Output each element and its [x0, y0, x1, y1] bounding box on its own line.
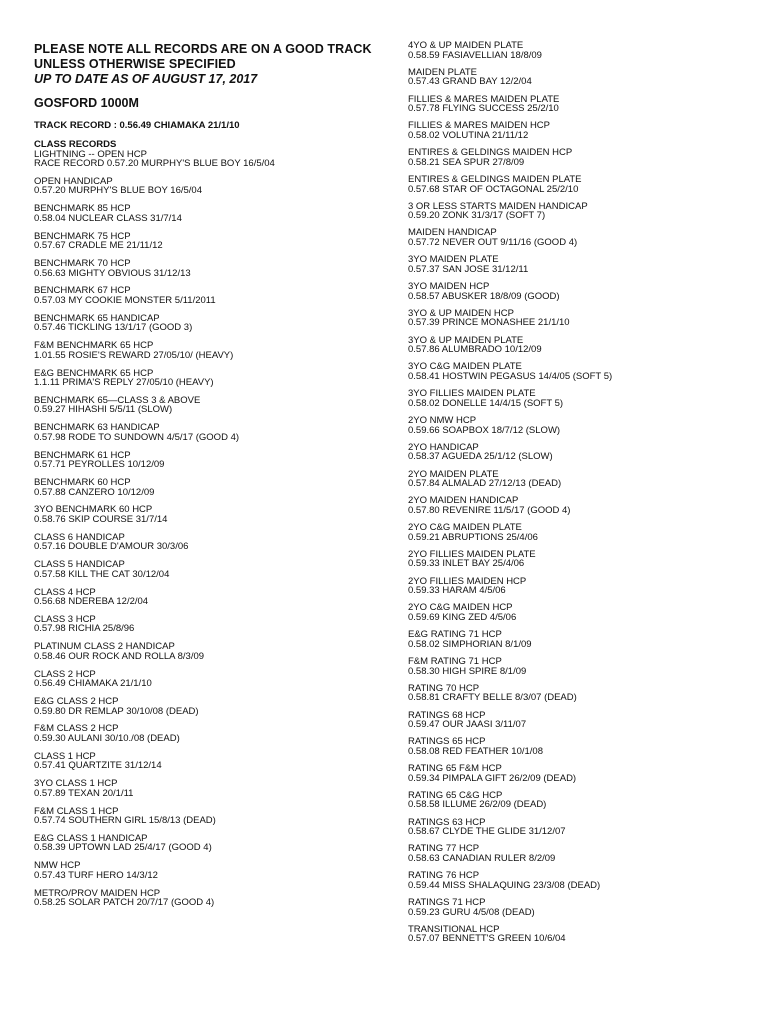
race-class-name: MAIDEN HANDICAP — [408, 227, 497, 239]
record-entry — [34, 478, 389, 497]
race-class-name: 2YO C&G MAIDEN PLATE — [408, 522, 522, 534]
record-time: 0.59.20 ZONK 31/3/17 (SOFT 7) — [408, 210, 546, 222]
record-time: 0.59.21 ABRUPTIONS 25/4/06 — [408, 531, 538, 543]
record-entry — [34, 697, 389, 716]
record-time: 0.58.37 AGUEDA 25/1/12 (SLOW) — [408, 451, 553, 463]
race-class-name: BENCHMARK 65—CLASS 3 & ABOVE — [34, 394, 201, 406]
record-time: 0.58.58 ILLUME 26/2/09 (DEAD) — [408, 799, 547, 811]
record-entry — [408, 764, 758, 783]
record-time: 0.59.69 KING ZED 4/5/06 — [408, 612, 517, 623]
record-entry — [408, 416, 758, 435]
record-entry — [408, 898, 758, 917]
record-entry — [34, 341, 389, 360]
race-class-name: BENCHMARK 60 HCP — [34, 477, 131, 488]
record-time: 0.56.63 MIGHTY OBVIOUS 31/12/13 — [34, 267, 191, 279]
record-time: 0.57.72 NEVER OUT 9/11/16 (GOOD 4) — [408, 237, 578, 249]
record-entry — [408, 871, 758, 890]
left-column — [34, 42, 389, 916]
race-class-name: NMW HCP — [34, 860, 81, 872]
record-time: 0.59.66 SOAPBOX 18/7/12 (SLOW) — [408, 424, 561, 436]
record-entry — [34, 807, 389, 826]
race-class-name: F&M CLASS 1 HCP — [34, 805, 119, 817]
record-entry — [34, 505, 389, 524]
record-entry — [408, 791, 758, 810]
race-class-name: CLASS 4 HCP — [34, 586, 96, 598]
record-time: 0.57.74 SOUTHERN GIRL 15/8/13 (DEAD) — [34, 815, 216, 827]
record-time: 0.58.41 HOSTWIN PEGASUS 14/4/05 (SOFT 5) — [408, 370, 613, 382]
race-class-name: E&G RATING 71 HCP — [408, 629, 502, 641]
record-entry — [408, 577, 758, 596]
right-record-list — [408, 41, 758, 944]
record-time: 0.57.78 FLYING SUCCESS 25/2/10 — [408, 103, 559, 115]
record-time: 0.58.08 RED FEATHER 10/1/08 — [408, 745, 543, 757]
race-class-name: 3YO FILLIES MAIDEN PLATE — [408, 388, 536, 400]
track-record: TRACK RECORD : 0.56.49 CHIAMAKA 21/1/10 — [34, 120, 240, 131]
record-entry — [34, 615, 389, 634]
record-time: 0.57.43 TURF HERO 14/3/12 — [34, 869, 158, 881]
record-entry — [34, 286, 389, 305]
race-class-name: BENCHMARK 63 HANDICAP — [34, 422, 160, 434]
record-entry — [408, 41, 758, 60]
race-class-name: 3YO & UP MAIDEN PLATE — [408, 334, 524, 346]
record-entry — [408, 496, 758, 515]
race-class-name: 2YO C&G MAIDEN HCP — [408, 602, 513, 614]
race-class-name: LIGHTNING -- OPEN HCP — [34, 148, 147, 160]
record-time: 0.58.76 SKIP COURSE 31/7/14 — [34, 513, 168, 525]
record-time: 0.58.04 NUCLEAR CLASS 31/7/14 — [34, 212, 182, 224]
race-class-name: ENTIRES & GELDINGS MAIDEN HCP — [408, 147, 573, 159]
race-class-name: 2YO HANDICAP — [408, 441, 479, 453]
record-entry — [408, 737, 758, 756]
record-time: 0.57.20 MURPHY'S BLUE BOY 16/5/04 — [34, 185, 202, 197]
race-class-name: F&M RATING 71 HCP — [408, 655, 502, 667]
race-class-name: CLASS 3 HCP — [34, 613, 96, 625]
record-time: 0.57.68 STAR OF OCTAGONAL 25/2/10 — [408, 183, 579, 195]
record-entry — [34, 259, 389, 278]
right-column — [408, 41, 758, 952]
update-date: UP TO DATE AS OF AUGUST 17, 2017 — [34, 72, 258, 86]
record-time: 0.57.86 ALUMBRADO 10/12/09 — [408, 344, 542, 356]
notice-title-line-1: PLEASE NOTE ALL RECORDS ARE ON A GOOD TRACK — [34, 42, 372, 56]
record-entry — [34, 834, 389, 853]
record-entry — [408, 362, 758, 381]
race-class-name: F&M CLASS 2 HCP — [34, 723, 119, 735]
class-records-heading: CLASS RECORDS — [34, 139, 117, 150]
record-time: 0.58.59 FASIAVELLIAN 18/8/09 — [408, 49, 542, 61]
race-class-name: 4YO & UP MAIDEN PLATE — [408, 40, 524, 51]
race-class-name: BENCHMARK 65 HANDICAP — [34, 312, 160, 324]
race-class-name: 2YO MAIDEN PLATE — [408, 468, 499, 480]
record-entry — [34, 150, 389, 169]
record-time: 0.57.37 SAN JOSE 31/12/11 — [408, 263, 529, 275]
race-class-name: 3YO & UP MAIDEN HCP — [408, 307, 514, 319]
record-entry — [34, 314, 389, 333]
record-time: 0.58.02 VOLUTINA 21/11/12 — [408, 129, 529, 141]
record-time: 0.57.71 PEYROLLES 10/12/09 — [34, 459, 165, 471]
record-time: 0.59.23 GURU 4/5/08 (DEAD) — [408, 906, 535, 918]
record-time: 0.59.33 INLET BAY 25/4/06 — [408, 558, 525, 570]
race-class-name: 3 OR LESS STARTS MAIDEN HANDICAP — [408, 200, 588, 212]
record-time: 0.57.41 QUARTZITE 31/12/14 — [34, 760, 162, 772]
record-time: 0.57.98 RODE TO SUNDOWN 4/5/17 (GOOD 4) — [34, 431, 240, 443]
race-class-name: RATINGS 65 HCP — [408, 736, 486, 748]
record-time: 1.01.55 ROSIE'S REWARD 27/05/10/ (HEAVY) — [34, 349, 234, 361]
record-time: 0.57.67 CRADLE ME 21/11/12 — [34, 240, 163, 252]
race-class-name: TRANSITIONAL HCP — [408, 923, 500, 935]
record-time: 0.58.21 SEA SPUR 27/8/09 — [408, 156, 525, 168]
record-entry — [408, 603, 758, 622]
record-entry — [34, 423, 389, 442]
race-class-name: METRO/PROV MAIDEN HCP — [34, 887, 161, 899]
race-class-name: F&M BENCHMARK 65 HCP — [34, 340, 154, 352]
record-time: 0.57.16 DOUBLE D'AMOUR 30/3/06 — [34, 541, 189, 553]
record-time: 0.58.02 SIMPHORIAN 8/1/09 — [408, 638, 532, 650]
race-class-name: BENCHMARK 75 HCP — [34, 230, 131, 242]
race-class-name: CLASS 6 HANDICAP — [34, 531, 125, 543]
record-time: 0.58.39 UPTOWN LAD 25/4/17 (GOOD 4) — [34, 842, 212, 854]
record-entry — [408, 121, 758, 140]
notice-title-line-2: UNLESS OTHERWISE SPECIFIED — [34, 57, 236, 71]
race-class-name: BENCHMARK 85 HCP — [34, 203, 131, 215]
record-entry — [408, 630, 758, 649]
race-class-name: CLASS 1 HCP — [34, 750, 96, 762]
record-entry — [34, 451, 389, 470]
race-class-name: CLASS 2 HCP — [34, 668, 96, 680]
record-time: 0.58.63 CANADIAN RULER 8/2/09 — [408, 853, 556, 865]
record-time: 0.58.46 OUR ROCK AND ROLLA 8/3/09 — [34, 650, 205, 662]
record-time: 0.58.25 SOLAR PATCH 20/7/17 (GOOD 4) — [34, 897, 215, 909]
race-class-name: 3YO BENCHMARK 60 HCP — [34, 504, 153, 516]
race-class-name: 3YO MAIDEN HCP — [408, 281, 490, 293]
race-class-name: RATINGS 63 HCP — [408, 816, 486, 828]
record-entry — [408, 470, 758, 489]
record-entry — [34, 177, 389, 196]
race-class-name: RATINGS 71 HCP — [408, 897, 486, 908]
race-class-name: MAIDEN PLATE — [408, 66, 477, 78]
race-class-name: RATING 70 HCP — [408, 682, 480, 694]
record-time: 0.59.30 AULANI 30/10./08 (DEAD) — [34, 732, 180, 744]
record-time: 0.59.27 HIHASHI 5/5/11 (SLOW) — [34, 404, 173, 416]
race-class-name: RATING 77 HCP — [408, 843, 480, 855]
race-class-name: RATINGS 68 HCP — [408, 709, 486, 721]
record-entry — [34, 396, 389, 415]
record-time: 0.58.67 CLYDE THE GLIDE 31/12/07 — [408, 826, 566, 838]
record-entry — [34, 752, 389, 771]
record-time: 0.58.57 ABUSKER 18/8/09 (GOOD) — [408, 290, 560, 302]
record-entry — [34, 588, 389, 607]
record-time: 0.58.81 CRAFTY BELLE 8/3/07 (DEAD) — [408, 692, 577, 704]
record-entry — [34, 670, 389, 689]
race-class-name: BENCHMARK 70 HCP — [34, 258, 131, 269]
race-class-name: FILLIES & MARES MAIDEN HCP — [408, 120, 551, 132]
race-class-name: OPEN HANDICAP — [34, 175, 113, 187]
race-class-name: BENCHMARK 61 HCP — [34, 449, 131, 461]
record-time: 0.57.84 ALMALAD 27/12/13 (DEAD) — [408, 478, 562, 490]
record-time: 0.57.89 TEXAN 20/1/11 — [34, 787, 134, 799]
race-class-name: RATING 76 HCP — [408, 870, 480, 882]
record-time: 0.56.68 NDEREBA 12/2/04 — [34, 596, 149, 608]
record-entry — [408, 684, 758, 703]
race-class-name: PLATINUM CLASS 2 HANDICAP — [34, 641, 175, 653]
record-time: 1.1.11 PRIMA'S REPLY 27/05/10 (HEAVY) — [34, 377, 214, 389]
race-class-name: E&G CLASS 2 HCP — [34, 696, 119, 707]
race-class-name: RATING 65 C&G HCP — [408, 789, 503, 801]
record-entry — [34, 369, 389, 388]
record-entry — [34, 560, 389, 579]
record-time: 0.58.30 HIGH SPIRE 8/1/09 — [408, 665, 527, 677]
race-class-name: 3YO C&G MAIDEN PLATE — [408, 361, 522, 373]
record-time: 0.59.33 HARAM 4/5/06 — [408, 585, 506, 597]
record-time: 0.57.43 GRAND BAY 12/2/04 — [408, 76, 532, 88]
record-entry — [34, 724, 389, 743]
record-entry — [408, 202, 758, 221]
record-entry — [408, 523, 758, 542]
record-entry — [34, 889, 389, 908]
record-entry — [34, 861, 389, 880]
record-time: 0.57.58 KILL THE CAT 30/12/04 — [34, 568, 170, 580]
venue-title: GOSFORD 1000M — [34, 96, 139, 110]
record-time: 0.57.46 TICKLING 13/1/17 (GOOD 3) — [34, 322, 193, 334]
record-entry — [408, 443, 758, 462]
record-time: 0.58.02 DONELLE 14/4/15 (SOFT 5) — [408, 397, 564, 409]
record-time: 0.59.80 DR REMLAP 30/10/08 (DEAD) — [34, 705, 199, 717]
race-class-name: RATING 65 F&M HCP — [408, 763, 502, 775]
record-time: 0.57.80 REVENIRE 11/5/17 (GOOD 4) — [408, 504, 571, 516]
record-entry — [408, 389, 758, 408]
record-entry — [408, 255, 758, 274]
record-entry — [34, 232, 389, 251]
race-class-name: E&G BENCHMARK 65 HCP — [34, 367, 154, 379]
record-entry — [408, 282, 758, 301]
record-entry — [34, 204, 389, 223]
record-entry — [34, 779, 389, 798]
record-entry — [408, 309, 758, 328]
record-time: 0.57.98 RICHIA 25/8/96 — [34, 623, 135, 635]
record-entry — [408, 657, 758, 676]
record-entry — [408, 818, 758, 837]
race-class-name: 3YO CLASS 1 HCP — [34, 778, 118, 790]
race-class-name: ENTIRES & GELDINGS MAIDEN PLATE — [408, 173, 582, 185]
record-time: 0.57.07 BENNETT'S GREEN 10/6/04 — [408, 933, 566, 945]
race-class-name: 2YO FILLIES MAIDEN HCP — [408, 575, 527, 587]
record-entry — [408, 175, 758, 194]
record-entry — [408, 844, 758, 863]
record-entry — [408, 711, 758, 730]
record-time: 0.57.88 CANZERO 10/12/09 — [34, 486, 155, 498]
record-entry — [34, 642, 389, 661]
race-class-name: 2YO MAIDEN HANDICAP — [408, 495, 519, 507]
race-class-name: E&G CLASS 1 HANDICAP — [34, 832, 148, 844]
record-time: RACE RECORD 0.57.20 MURPHY'S BLUE BOY 16/5/04 — [34, 158, 275, 170]
record-entry — [408, 336, 758, 355]
record-time: 0.59.47 OUR JAASI 3/11/07 — [408, 719, 527, 731]
race-class-name: CLASS 5 HANDICAP — [34, 559, 125, 571]
record-time: 0.56.49 CHIAMAKA 21/1/10 — [34, 678, 152, 690]
record-entry — [34, 533, 389, 552]
record-entry — [408, 95, 758, 114]
record-time: 0.59.44 MISS SHALAQUING 23/3/08 (DEAD) — [408, 879, 601, 891]
race-class-name: BENCHMARK 67 HCP — [34, 285, 131, 297]
record-entry — [408, 148, 758, 167]
record-entry — [408, 228, 758, 247]
record-time: 0.59.34 PIMPALA GIFT 26/2/09 (DEAD) — [408, 772, 577, 784]
left-record-list — [34, 150, 389, 908]
record-entry — [408, 550, 758, 569]
record-time: 0.57.03 MY COOKIE MONSTER 5/11/2011 — [34, 294, 216, 306]
record-time: 0.57.39 PRINCE MONASHEE 21/1/10 — [408, 317, 570, 329]
race-class-name: 3YO MAIDEN PLATE — [408, 254, 499, 266]
race-class-name: FILLIES & MARES MAIDEN PLATE — [408, 93, 560, 105]
record-entry — [408, 68, 758, 87]
race-class-name: 2YO FILLIES MAIDEN PLATE — [408, 548, 536, 560]
record-entry — [408, 925, 758, 944]
race-class-name: 2YO NMW HCP — [408, 414, 477, 426]
